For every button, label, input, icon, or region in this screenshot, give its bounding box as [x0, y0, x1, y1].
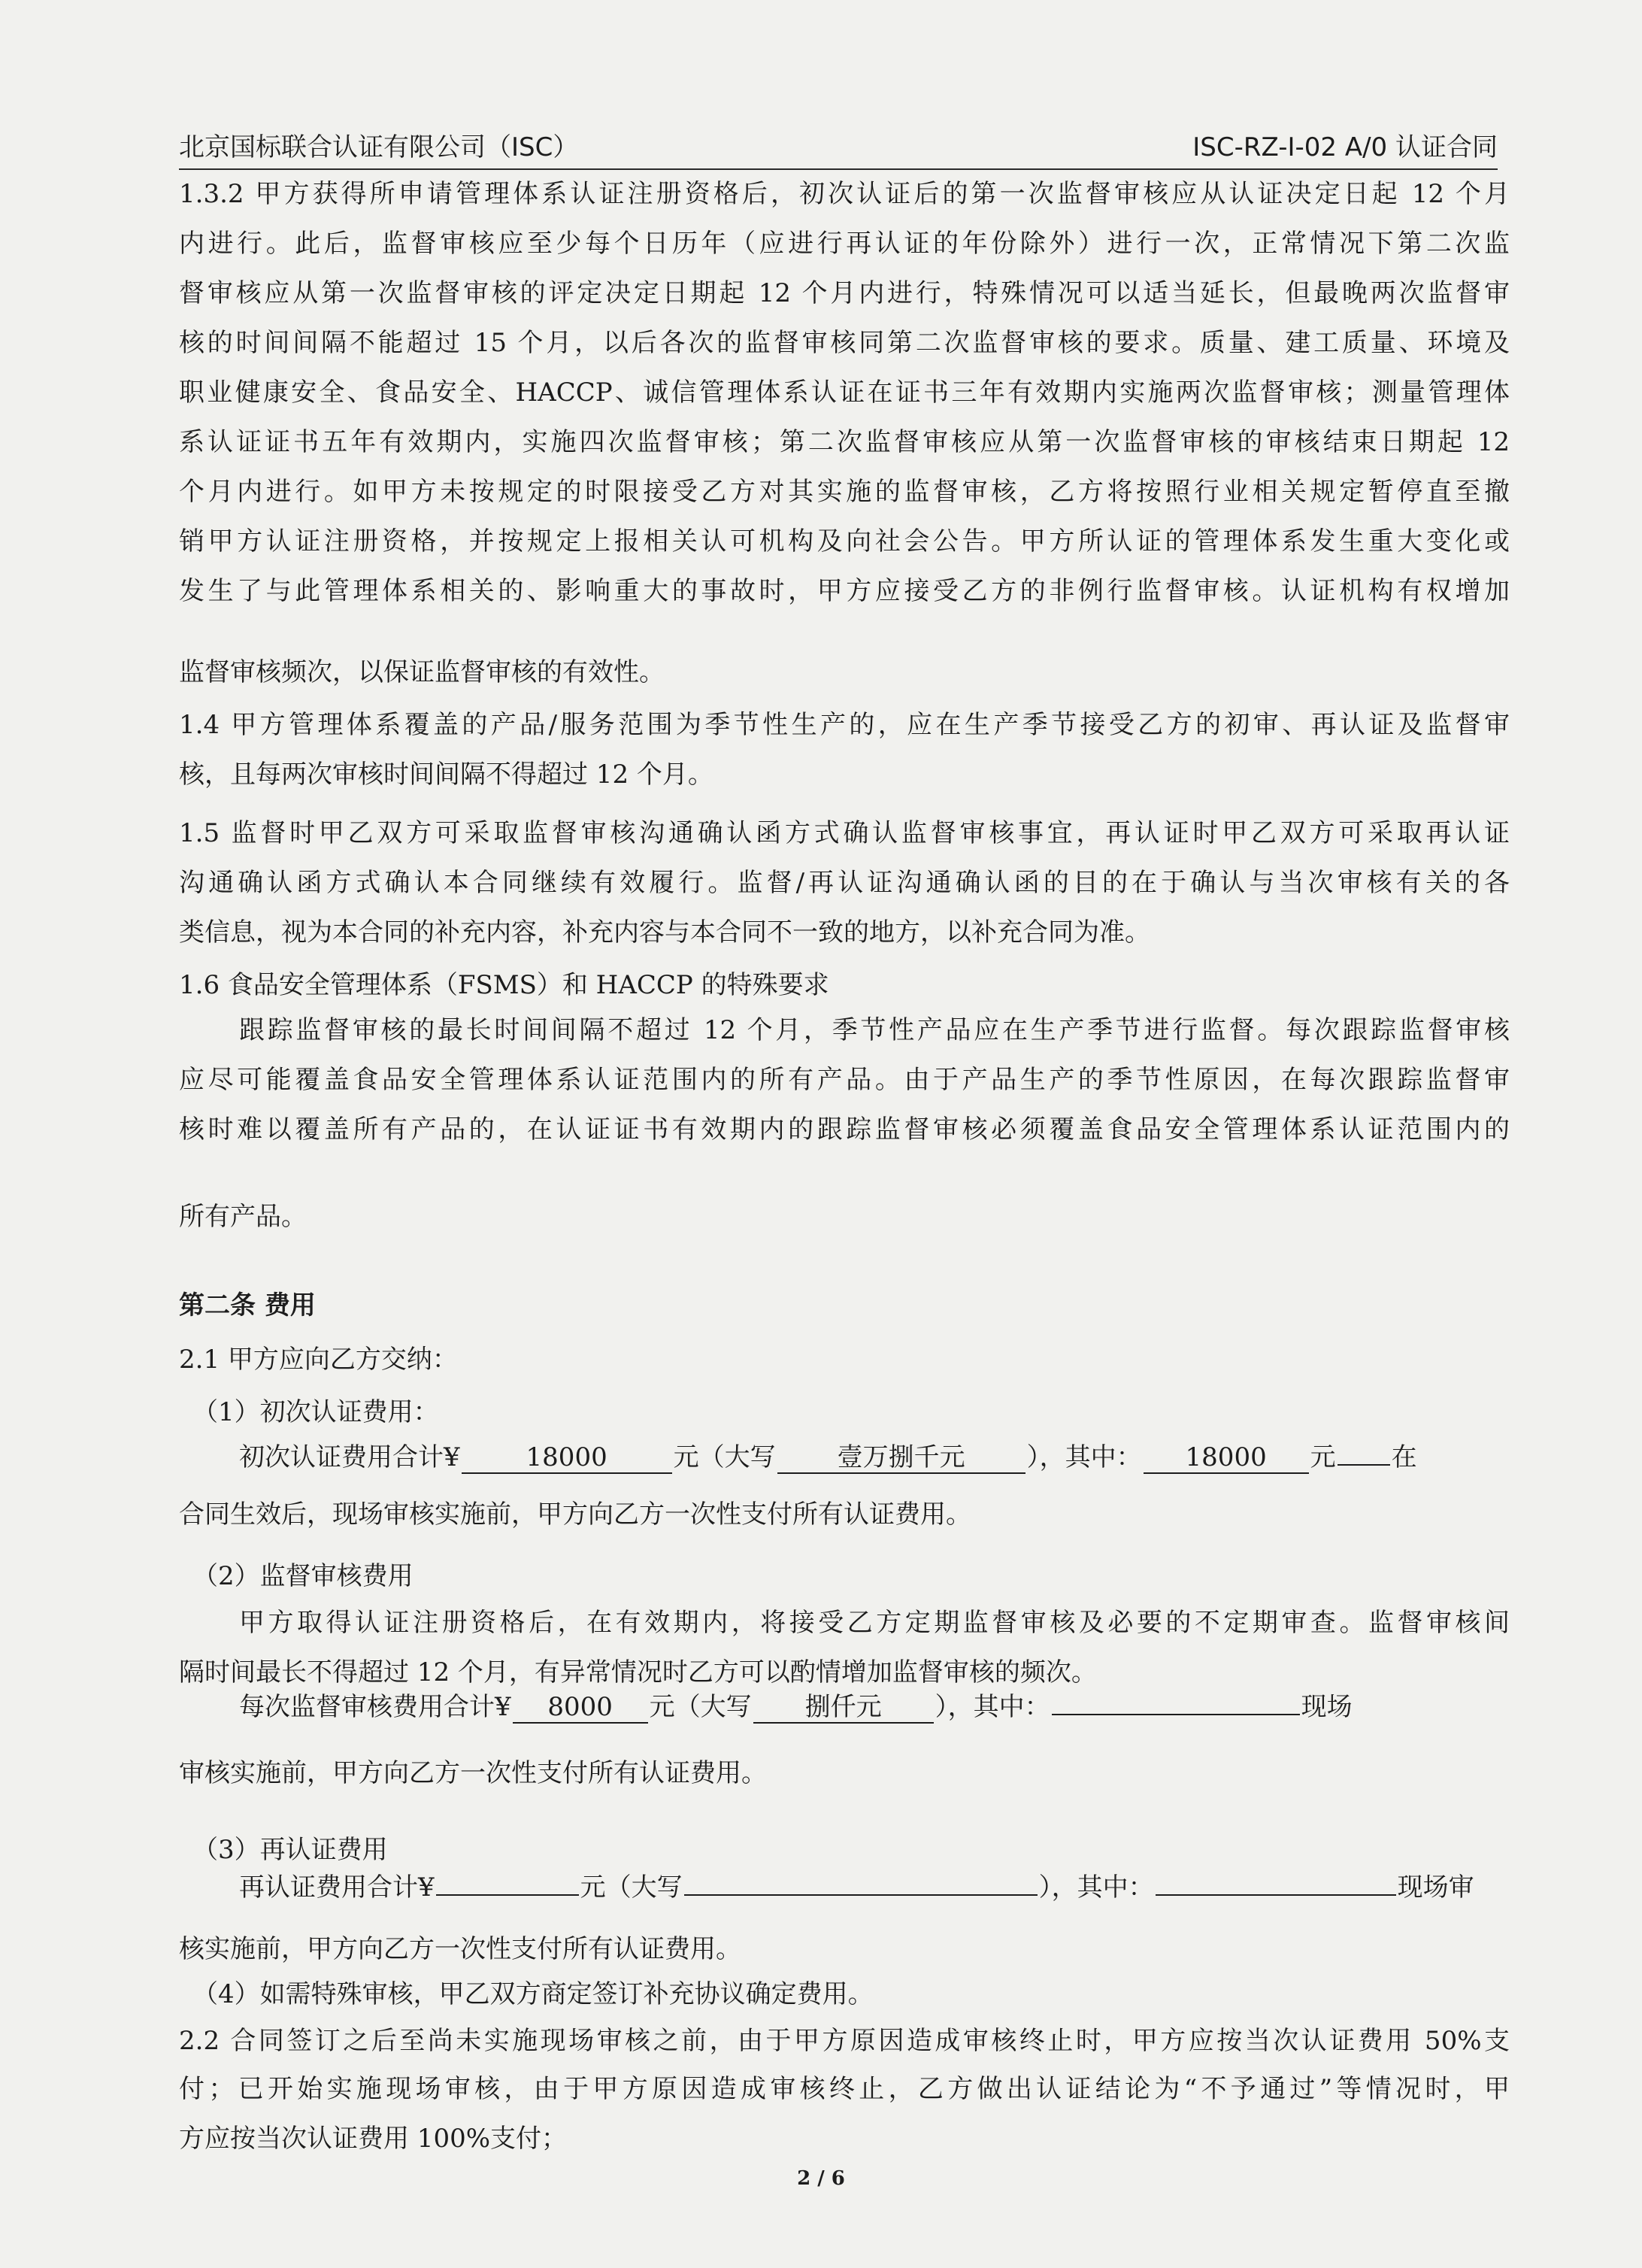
label: ），其中：	[1038, 1872, 1154, 1903]
surveillance-capital-field: 捌仟元	[753, 1692, 934, 1724]
label: 元	[1310, 1442, 1336, 1472]
recert-fee-line	[239, 1868, 1474, 1907]
initial-total-field: 18000	[462, 1442, 672, 1474]
surveillance-fee-title: （2）监督审核费用	[192, 1561, 414, 1591]
document-code: ISC-RZ-I-02 A/0 认证合同	[1192, 132, 1498, 162]
paragraph-line: 隔时间最长不得超过 12 个月，有异常情况时乙方可以酌情增加监督审核的频次。	[179, 1657, 1097, 1687]
label: 每次监督审核费用合计¥	[239, 1692, 511, 1722]
paragraph-line: 内进行。此后，监督审核应至少每个日历年（应进行再认证的年份除外）进行一次，正常情况下第二次监	[179, 229, 1510, 259]
paragraph-line: 沟通确认函方式确认本合同继续有效履行。监督/再认证沟通确认函的目的在于确认与当次审核有关的各	[179, 868, 1510, 898]
label: 现场	[1301, 1692, 1353, 1722]
surveillance-fee-line	[239, 1687, 1353, 1727]
paragraph-line: 核时难以覆盖所有产品的，在认证证书有效期内的跟踪监督审核必须覆盖食品安全管理体系认证范围内的	[179, 1114, 1510, 1145]
label: ），其中：	[935, 1692, 1050, 1722]
paragraph-line: 付；已开始实施现场审核，由于甲方原因造成审核终止，乙方做出认证结论为“不予通过”等情况时，甲	[179, 2074, 1510, 2104]
initial-fee-title: （1）初次认证费用：	[192, 1397, 439, 1427]
paragraph-line: 职业健康安全、食品安全、HACCP、诚信管理体系认证在证书三年有效期内实施两次监督审核；测量管理体	[179, 377, 1510, 408]
label: 初次认证费用合计¥	[239, 1442, 460, 1472]
page-header	[179, 126, 1498, 170]
paragraph-line: 甲方取得认证注册资格后，在有效期内，将接受乙方定期监督审核及必要的不定期审查。监督审核间	[239, 1608, 1510, 1638]
paragraph-line: 方应按当次认证费用 100%支付；	[179, 2124, 568, 2154]
surveillance-total-field: 8000	[513, 1692, 648, 1724]
initial-fee-line	[239, 1438, 1417, 1477]
paragraph-line: 所有产品。	[179, 1202, 307, 1232]
company-name: 北京国标联合认证有限公司（ISC）	[179, 132, 579, 162]
blank-field	[1052, 1714, 1300, 1715]
paragraph-line: 审核实施前，甲方向乙方一次性支付所有认证费用。	[179, 1758, 767, 1788]
label: 元（大写	[649, 1692, 752, 1722]
paragraph-line: 1.5 监督时甲乙双方可采取监督审核沟通确认函方式确认监督审核事宜，再认证时甲乙双方可采取再认证	[179, 818, 1510, 848]
special-audit: （4）如需特殊审核，甲乙双方商定签订补充协议确定费用。	[192, 1979, 874, 2009]
paragraph-line: 核实施前，甲方向乙方一次性支付所有认证费用。	[179, 1934, 741, 1964]
label: ），其中：	[1026, 1442, 1142, 1472]
paragraph-line: 销甲方认证注册资格，并按规定上报相关认可机构及向社会公告。甲方所认证的管理体系发生重大变化或	[179, 526, 1510, 556]
blank-field	[684, 1894, 1038, 1896]
paragraph-line: 跟踪监督审核的最长时间间隔不超过 12 个月，季节性产品应在生产季节进行监督。每次跟踪监督审核	[239, 1015, 1510, 1045]
section-title-1-6: 1.6 食品安全管理体系（FSMS）和 HACCP 的特殊要求	[179, 970, 829, 1000]
page-number: 2 / 6	[797, 2167, 845, 2190]
paragraph-line: 2.2 合同签订之后至尚未实施现场审核之前，由于甲方原因造成审核终止时，甲方应按当次认证费用 50%支	[179, 2026, 1510, 2056]
blank-field	[436, 1894, 579, 1896]
paragraph-line: 督审核应从第一次监督审核的评定决定日期起 12 个月内进行，特殊情况可以适当延长，但最晚两次监督审	[179, 278, 1510, 308]
blank-field	[1156, 1894, 1396, 1896]
paragraph-line: 发生了与此管理体系相关的、影响重大的事故时，甲方应接受乙方的非例行监督审核。认证机构有权增加	[179, 576, 1510, 606]
paragraph-line: 1.4 甲方管理体系覆盖的产品/服务范围为季节性生产的，应在生产季节接受乙方的初审、再认证及监督审	[179, 710, 1510, 740]
blank-field	[1338, 1464, 1390, 1466]
section-2-1: 2.1 甲方应向乙方交纳：	[179, 1345, 458, 1375]
paragraph-line: 系认证证书五年有效期内，实施四次监督审核；第二次监督审核应从第一次监督审核的审核结束日期起 12	[179, 427, 1510, 457]
paragraph-line: 核，且每两次审核时间间隔不得超过 12 个月。	[179, 760, 713, 790]
paragraph-line: 个月内进行。如甲方未按规定的时限接受乙方对其实施的监督审核，乙方将按照行业相关规定暂停直至撤	[179, 477, 1510, 507]
paragraph-line: 应尽可能覆盖食品安全管理体系认证范围内的所有产品。由于产品生产的季节性原因，在每次跟踪监督审	[179, 1065, 1510, 1095]
initial-among-field: 18000	[1144, 1442, 1309, 1474]
label: 在	[1391, 1442, 1417, 1472]
paragraph-line: 监督审核频次，以保证监督审核的有效性。	[179, 657, 665, 687]
initial-capital-field: 壹万捌千元	[777, 1442, 1025, 1474]
label: 现场审	[1397, 1872, 1474, 1903]
label: 元（大写	[580, 1872, 683, 1903]
article-2-title: 第二条 费用	[179, 1290, 316, 1320]
paragraph-line: 类信息，视为本合同的补充内容，补充内容与本合同不一致的地方，以补充合同为准。	[179, 917, 1150, 948]
paragraph-line: 1.3.2 甲方获得所申请管理体系认证注册资格后，初次认证后的第一次监督审核应从认证决定日起 12 个月	[179, 179, 1510, 209]
label: 再认证费用合计¥	[239, 1872, 435, 1903]
label: 元（大写	[673, 1442, 776, 1472]
recert-fee-title: （3）再认证费用	[192, 1835, 388, 1865]
paragraph-line: 核的时间间隔不能超过 15 个月，以后各次的监督审核同第二次监督审核的要求。质量、建工质量、环境及	[179, 328, 1510, 358]
paragraph-line: 合同生效后，现场审核实施前，甲方向乙方一次性支付所有认证费用。	[179, 1499, 971, 1530]
